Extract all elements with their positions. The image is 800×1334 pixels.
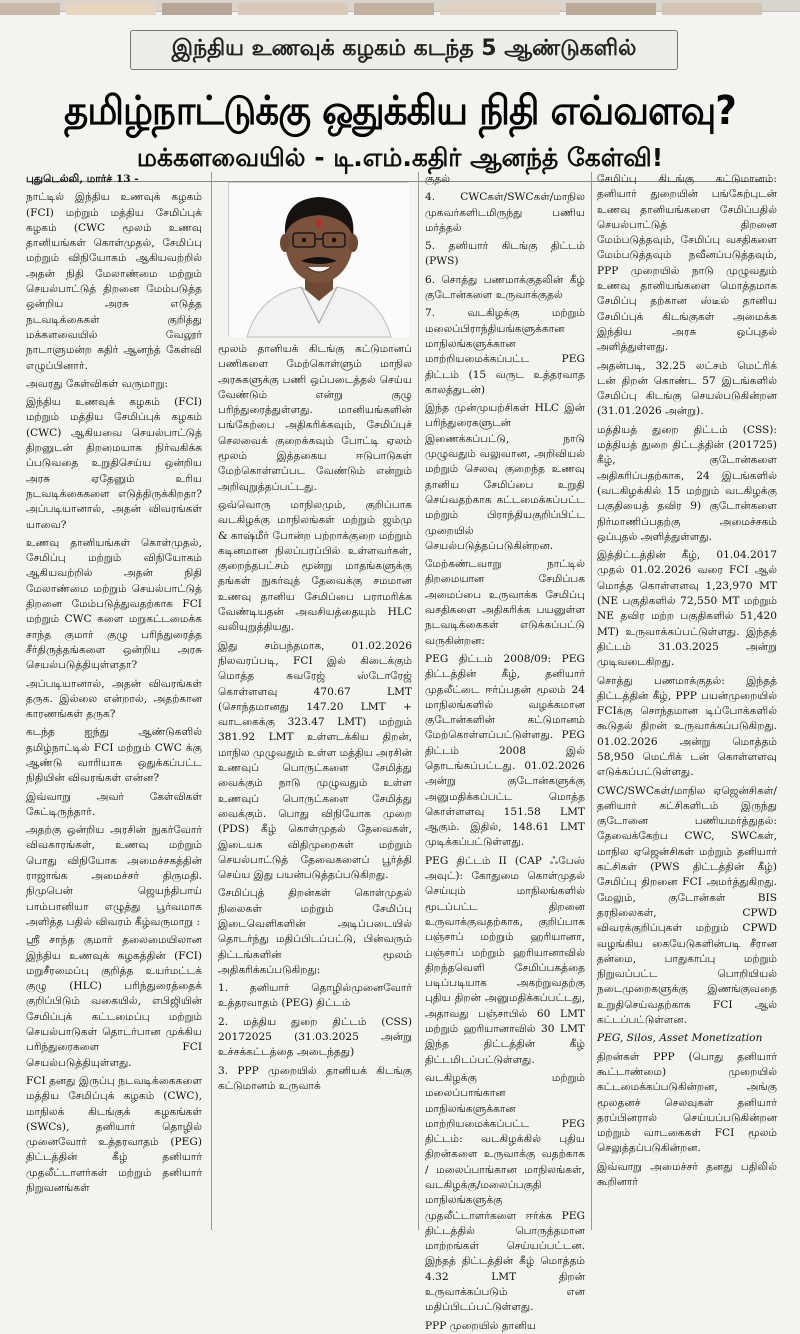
- list-item: 3. PPP முறையில் தானியக் கிடங்கு கட்டுமானம் உருவாக்: [218, 1064, 412, 1092]
- paragraph: PEG திட்டம் 2008/09: PEG திட்டத்தின் கீழ், தனியார் முதலீட்டை ஈர்ப்பதன் மூலம் 24 மாநிலங்களில் வழக்கமான குடோன்களின் கட்டுமானம் மேற்கொள்ளப்பட்டுள்ளது. PEG திட்டம் 2008 இல் தொடங்கப்பட்டது. 01.02.2026 அன்று குடோன்களுக்கு அனுமதிக்கப்பட்ட மொத்த கொள்ளளவு 151.58 LMT ஆகும். இதில், 148.61 LMT முடிக்கப்பட்டுள்ளது.: [425, 652, 585, 849]
- list-item: 6. சொத்து பணமாக்குதலின் கீழ் குடோன்களை உருவாக்குதல்: [425, 273, 585, 302]
- paragraph: மேற்கண்டவாறு நாட்டில் திறமையான சேமிப்பக அமைப்பை உருவாக்க சேமிப்பு வசதிகளை அதிகரிக்க பயனுள்ள நடவடிக்கைகள் எடுக்கப்பட்டு வருகின்றன:: [425, 558, 585, 647]
- article-column-2: [218, 342, 412, 1228]
- paragraph: திறன்கள் PPP (பொது தனியார் கூட்டாண்மை) முறையில் கட்டமைக்கப்படுகின்றன, அங்கு மூலதனச் செலவுகள் தனியார் தரப்பினரால் செய்யப்படுகின்றன மற்றும் வாடகைகள் FCI மூலம் செலுத்தப்படுகின்றன.: [597, 1050, 777, 1155]
- paragraph: அப்படியானால், அதன் விவரங்கள் தருக. இல்லை என்றால், அதற்கான காரணங்கள் தருக?: [26, 677, 202, 721]
- paragraph: சேமிப்பு கிடங்கு கட்டுமானம்: தனியார் துறையின் பங்கேற்புடன் உணவு தானியங்களை சேமிப்பதில் செயல்பாட்டுத் திறனை மேம்படுத்தவும், சேமிப்பு வசதிகளை மேம்படுத்தவும் நவீனப்படுத்தவும், PPP முறையில் நாடு முழுவதும் உணவு தானியங்களை மொத்தமாக சேமிப்பு தற்கான ஸ்டீல் தானிய சேமிப்புக் கிடங்குகள் அமைக்க இந்திய அரசு ஒப்புதல் அளித்துள்ளது.: [597, 173, 777, 354]
- paragraph: PEG திட்டம் II (CAP ஃபேஸ் அவுட்): கோதுமை கொள்முதல் செய்யும் மாநிலங்களில் மூடப்பட்ட திறனை உருவாக்குவதற்காக, குறிப்பாக பஞ்சாப் மற்றும் ஹரியானா, பஞ்சாப் மற்றும் ஹரியானாவில் திறந்தவெளி சேமிப்பகத்தை படிப்படியாக அகற்றுவதற்கு புதிய திறன் அனுமதிக்கப்பட்டது, அதாவது பஞ்சாபில் 60 LMT மற்றும் ஹரியானாவில் 30 LMT இந்த திட்டத்தின் கீழ் திட்டமிடப்பட்டுள்ளது.: [425, 854, 585, 1066]
- kicker-box: [130, 30, 678, 70]
- paragraph: இத்திட்டத்தின் கீழ், 01.04.2017 முதல் 01.02.2026 வரை FCI ஆல் மொத்த கொள்ளளவு 1,23,970 MT (NE பகுதிகளில் 72,550 MT மற்றும் NE தவிர மற்ற பகுதிகளில் 51,420 MT) உருவாக்கப்பட்டுள்ளது. இந்தத் திட்டம் 31.03.2025 அன்று முடிவடைகிறது.: [597, 549, 777, 669]
- paragraph: குதல்: [425, 173, 451, 185]
- list-item: 1. தனியார் தொழில்முனைவோர் உத்தரவாதம் (PEG) திட்டம்: [218, 982, 412, 1010]
- list-item: 2. மத்திய துறை திட்டம் (CSS) 20172025 (31.03.2025 அன்று உச்சக்கட்டத்தை அடைந்தது): [218, 1015, 412, 1059]
- paragraph: அதற்கு ஒன்றிய அரசின் நுகர்வோர் விவகாரங்கள், உணவு மற்றும் பொது விநியோக அமைச்சகத்தின் ராஜாங்க அமைச்சர் திருமதி. நிமுபென் ஜெயந்திபாய் பாம்பானியா எழுத்து பூர்வமாக அளித்த பதில் விவரம் கீழ்வருமாறு :: [26, 824, 202, 928]
- list-item: 7. வடகிழக்கு மற்றும் மலைப்பிராந்தியங்களுக்கான மாநிலங்களுக்கான மாற்றியமைக்கப்பட்ட PEG திட்டம் (15 வருட உத்தரவாத காலத்துடன்): [425, 307, 585, 396]
- paragraph: FCI தனது இருப்பு நடவடிக்கைகளை மத்திய சேமிப்புக் கழகம் (CWC), மாநிலக் கிடங்குக் கழகங்கள் (SWCs), தனியார் தொழில் முனைவோர் உத்தரவாதம் (PEG) திட்டத்தின் கீழ் தனியார் முதலீட்டாளர்கள் மற்றும் தனியார் நிறுவனங்கள்: [26, 1074, 202, 1194]
- paragraph: உணவு தானியங்கள் கொள்முதல், சேமிப்பு மற்றும் விநியோகம் ஆகியவற்றில் அதன் நிதி மேலாண்மை மற்றும் செயல்பாட்டுத் திறனை மேம்படுத்துவதற்காக FCI மற்றும் CWC களை மறுகட்டமைக்க சாந்த குமார் குழு பரிந்துரைத்த சீர்திருத்தங்களை ஒன்றிய அரசு செயல்படுத்தியுள்ளதா?: [26, 536, 202, 672]
- list-item: 5. தனியார் கிடங்கு திட்டம் (PWS): [425, 240, 585, 268]
- paragraph: மத்தியத் துறை திட்டம் (CSS): மத்தியத் துறை திட்டத்தின் (201725) கீழ், குடோன்களை அதிகரிப்பதற்காக, 24 இடங்களில் (வடகிழக்கில் 15 மற்றும் வடகிழக்கு பகுதியைத் தவிர 9) குடோன்களை நிர்மாணிப்பதற்கு அமைச்சகம் ஒப்புதல் அளித்துள்ளது.: [597, 423, 777, 543]
- paragraph: CWC/SWCகள்/மாநில ஏஜென்சிகள்/தனியார் கட்சிகளிடம் இருந்து குடோனை பணியமர்த்துதல்: தேவைக்கேற்ப CWC, SWCகள், மாநில ஏஜென்சிகள் மற்றும் தனியார் கட்சிகள் (PWS திட்டத்தின் கீழ்) சேமிப்பு திறனை FCI அமர்த்துகிறது. மேலும், குடோன்கள் BIS தரநிலைகள், CPWD விவரக்குறிப்புகள் மற்றும் CPWD வழங்கிய கையேடுகளின்படி சீரான தன்மை, பாதுகாப்பு மற்றும் நிறுவப்பட்ட பொறியியல் நடைமுறைகளுக்கு இணங்குவதை உறுதிசெய்வதற்காக FCI ஆல் கட்டப்பட்டுள்ளன.: [597, 784, 777, 1027]
- column-divider: [418, 172, 419, 1230]
- paragraph: இந்திய உணவுக் கழகம் (FCI) மற்றும் மத்திய சேமிப்புக் கழகம் (CWC) ஆகியவை செயல்பாட்டுத் திறனுடன் திறமையாக நிர்வகிக்க ப்படுவதை உறுதிசெய்ய ஒன்றிய அரசு ஏதேனும் உரிய நடவடிக்கைகளை எடுத்திருக்கிறதா? அப்படியானால், அதன் விவரங்கள் யாவை?: [26, 396, 202, 531]
- paragraph: இவ்வாறு அவர் கேள்விகள் கேட்டிருந்தார்.: [26, 790, 202, 818]
- mp-portrait-photo: [228, 182, 408, 336]
- headline: தமிழ்நாட்டுக்கு ஒதுக்கிய நிதி எவ்வளவு?: [64, 88, 736, 134]
- paragraph: அதன்படி, 32.25 லட்சம் மெட்ரிக் டன் திறன் கொண்ட 57 இடங்களில் சேமிப்பு கிடங்கு செயல்படுகின்றன (31.01.2026 அன்று).: [597, 359, 777, 418]
- subheading: PEG, Silos, Asset Monetization: [597, 1032, 763, 1045]
- subhead: மக்களவையில் - டி.எம்.கதிர் ஆனந்த் கேள்வி!: [136, 143, 664, 172]
- dateline: புதுடெல்லி, மார்ச் 13 -: [26, 173, 139, 185]
- paragraph: PPP முறையில் தானிய: [425, 1319, 536, 1332]
- paragraph: சொத்து பணமாக்குதல்: இந்தத் திட்டத்தின் கீழ், PPP பயன்முறையில் FCIக்கு சொந்தமான டிப்போக்களில் கூடுதல் திறன் உருவாக்கப்படுகிறது. 01.02.2026 அன்று மொத்தம் 58,950 மெட்ரிக் டன் கொள்ளளவு எடுக்கப்பட்டுள்ளது.: [597, 674, 777, 779]
- paragraph: மூலம் தானியக் கிடங்கு கட்டுமானப் பணிகளை மேற்கொள்ளும் மாநில அரசுகளுக்கு பணி ஒப்படைத்தல் செய்ய வேண்டும் என்று குழு பரிந்துரைத்துள்ளது. மானியங்களின் பங்கேற்பை அதிகரிக்கவும், சேமிப்புச் செலவைக் குறைக்கவும் போட்டி ஏலம் மூலம் இத்தகைய ஈடுபாடுகள் மேற்கொள்ளப்பட வேண்டும் என்றும் அறிவுறுத்தப்பட்டது.: [218, 343, 412, 493]
- paragraph: சேமிப்புத் திறன்கள் கொள்முதல் நிலைகள் மற்றும் சேமிப்பு இடைவெளிகளின் அடிப்படையில் தொடர்ந்து மதிப்பிடப்பட்டு, பின்வரும் திட்டங்களின் மூலம் அதிகரிக்கப்படுகிறது:: [218, 887, 412, 976]
- column-divider: [211, 172, 212, 1230]
- kicker: இந்திய உணவுக் கழகம் கடந்த 5 ஆண்டுகளில்: [171, 36, 637, 61]
- paragraph: கடந்த ஐந்து ஆண்டுகளில் தமிழ்நாட்டில் FCI மற்றும் CWC க்கு ஆண்டு வாரியாக ஒதுக்கப்பட்ட நிதியின் விவரங்கள் என்ன?: [26, 726, 202, 785]
- article-column-1: [26, 172, 202, 1227]
- list-item: 4. CWCகள்/SWCகள்/மாநில முகவர்களிடமிருந்து பணிய மர்த்தல்: [425, 191, 585, 234]
- paragraph: அவரது கேள்விகள் வருமாறு:: [26, 377, 168, 390]
- paragraph: இவ்வாறு அமைச்சர் தனது பதிலில் கூறினார்: [597, 1160, 777, 1188]
- article-column-4: [597, 172, 777, 1227]
- top-photo-strip: [0, 0, 800, 12]
- paragraph: ஸ்ரீ சாந்த குமார் தலைமையிலான இந்திய உணவுக் கழகத்தின் (FCI) மறுசீரமைப்பு குறித்த உயர்மட்டக் குழு (HLC) பரிந்துரைத்தைக் குறிப்பிடும் வகையில், எபிஜியின் சேமிப்புக் கட்டமைப்பு மற்றும் செயல்பாடுகள் தொடர்பான முக்கிய பரிந்துரைகளை FCI செயல்படுத்தியுள்ளது.: [26, 934, 202, 1069]
- paragraph: இந்த முன்முயற்சிகள் HLC இன் பரிந்துரைகளுடன் இணைக்கப்பட்டு, நாடு முழுவதும் வலுவான, அறிவியல் மற்றும் செலவு குறைந்த உணவு தானிய சேமிப்பை உறுதி செய்வதற்காக கட்டமைக்கப்பட்ட மற்றும் பிராந்தியகுறிப்பிட்ட முறையில் செயல்படுத்தப்படுகின்றன.: [425, 402, 585, 552]
- paragraph: நாட்டில் இந்திய உணவுக் கழகம் (FCI) மற்றும் மத்திய சேமிப்புக் கழகம் (CWC மூலம் உணவு தானியங்கள் கொள்முதல், சேமிப்பு மற்றும் விநியோகம் ஆகியவற்றில் அதன் நிதி மேலாண்மை மற்றும் செயல்பாட்டுத் திறனை மேம்படுத்த ஒன்றிய அரசு எடுத்த நடவடிக்கைகள் குறித்து மக்களவையில் வேலூர் நாடாளுமன்ற கதிர் ஆனந்த் கேள்வி எழுப்பினார்.: [26, 191, 202, 372]
- paragraph: வடகிழக்கு மற்றும் மலைப்பாங்கான மாநிலங்களுக்கான மாற்றியமைக்கப்பட்ட PEG திட்டம்: வடகிழக்கில் புதிய திறன்களை உருவாக்கு வதற்காக / மலைப்பாங்கான மாநிலங்கள், வடகிழக்கு/மலைப்பகுதி மாநிலங்களுக்கு முதலீட்டாளர்களை ஈர்க்க PEG திட்டத்தில் பொருத்தமான மாற்றங்கள் செய்யப்பட்டன. இந்தத் திட்டத்தின் கீழ் மொத்தம் 4.32 LMT திறன் உருவாக்கப்படும் என மதிப்பிடப்பட்டுள்ளது.: [425, 1071, 585, 1314]
- article-column-3: [425, 172, 585, 1332]
- paragraph: ஒவ்வொரு மாநிலமும், குறிப்பாக வடகிழக்கு மாநிலங்கள் மற்றும் ஜம்மு & காஷ்மீர் போன்ற பற்றாக்குறை மற்றும் கடினமான நிலப்பரப்பில் உள்ளவர்கள், குறைந்தபட்சம் மூன்று மாதங்களுக்கு தங்கள் நுகர்வுத் தேவைக்கு சமமான உணவு தானிய சேமிப்பை பராமரிக்க வேண்டியதன் அவசியத்தையும் HLC வலியுறுத்தியது.: [218, 498, 412, 634]
- column-divider: [591, 172, 592, 1230]
- paragraph: இது சம்பந்தமாக, 01.02.2026 நிலவரப்படி, FCI இல் கிடைக்கும் மொத்த சுவரேஜ் ஸ்டோரேஜ் கொள்ளளவு 470.67 LMT (சொந்தமானது 147.20 LMT + வாடகைக்கு 323.47 LMT) மற்றும் 381.92 LMT உள்ளடக்கிய திறன், மாநில முழுவதும் உள்ள மத்திய அரசின் உணவுப் பொருட்களை சேமித்து வைக்கும் நாடு முழுவதும் உள்ள உணவுப் பொருட்களை சேமித்து வைக்கும். பொது விநியோக முறை (PDS) கீழ் கொள்முதல் தேவைகள், இடையக விதிமுறைகள் மற்றும் செயல்பாட்டுத் தேவைகளைப் பூர்த்தி செய்ய இது பயன்படுத்தப்படுகிறது.: [218, 639, 412, 882]
